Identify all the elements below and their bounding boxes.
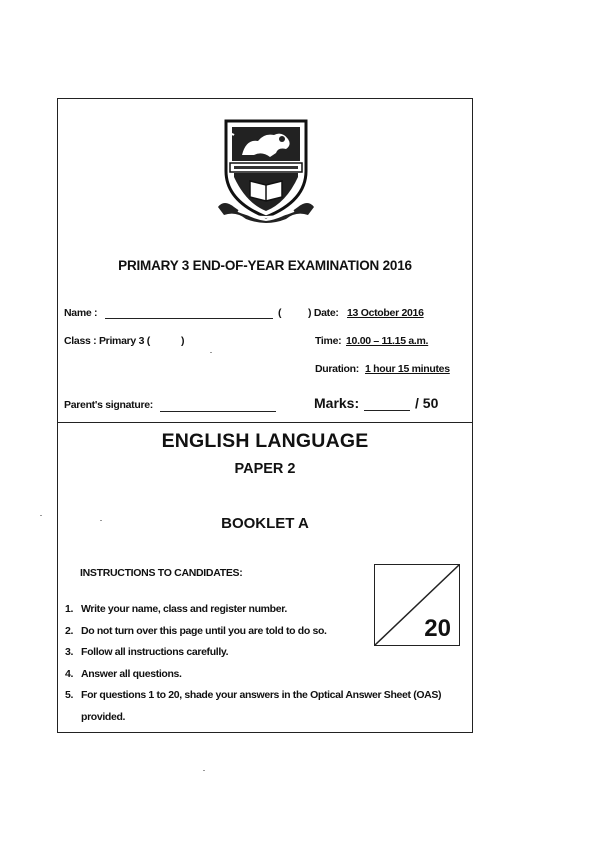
instruction-item: 1. Write your name, class and register number.	[65, 603, 287, 615]
cover-frame	[57, 98, 473, 733]
exam-title: PRIMARY 3 END-OF-YEAR EXAMINATION 2016	[118, 258, 412, 273]
score-box-value: 20	[424, 615, 451, 642]
section-divider	[58, 422, 472, 423]
instruction-item: 3. Follow all instructions carefully.	[65, 646, 229, 658]
parent-signature-line[interactable]	[160, 411, 276, 412]
instructions-heading: INSTRUCTIONS TO CANDIDATES:	[80, 567, 243, 579]
booklet-title: BOOKLET A	[221, 515, 309, 532]
subject-title: ENGLISH LANGUAGE	[161, 430, 369, 452]
instruction-item: 5. For questions 1 to 20, shade your answers in the Optical Answer Sheet (OAS) provided.	[65, 689, 442, 723]
class-label: Class : Primary 3 (	[64, 335, 150, 347]
instruction-item: 4. Answer all questions.	[65, 667, 182, 680]
name-label: Name :	[64, 307, 98, 319]
date-label: ) Date:	[308, 307, 339, 319]
scan-speck	[100, 520, 102, 521]
name-field-line[interactable]	[105, 318, 273, 319]
time-value: 10.00 – 11.15 a.m.	[346, 335, 429, 347]
marks-field-line[interactable]	[364, 410, 410, 411]
school-crest-logo	[216, 111, 316, 227]
class-close-paren: )	[181, 335, 185, 347]
duration-value: 1 hour 15 minutes	[365, 363, 450, 375]
crest-banner-lettering	[234, 166, 298, 169]
scan-speck	[203, 770, 205, 771]
marks-total: / 50	[415, 395, 439, 411]
parent-signature-label: Parent's signature:	[64, 399, 153, 411]
time-label: Time:	[315, 335, 342, 347]
paper-title: PAPER 2	[234, 461, 296, 477]
instruction-item: 2. Do not turn over this page until you are told to do so.	[65, 624, 327, 637]
date-value: 13 October 2016	[347, 307, 424, 319]
marks-label: Marks:	[314, 395, 360, 411]
scan-speck	[40, 515, 42, 516]
duration-label: Duration:	[315, 363, 359, 375]
register-open-paren: (	[278, 307, 282, 319]
scan-speck	[210, 352, 212, 353]
instructions-list	[65, 599, 465, 728]
